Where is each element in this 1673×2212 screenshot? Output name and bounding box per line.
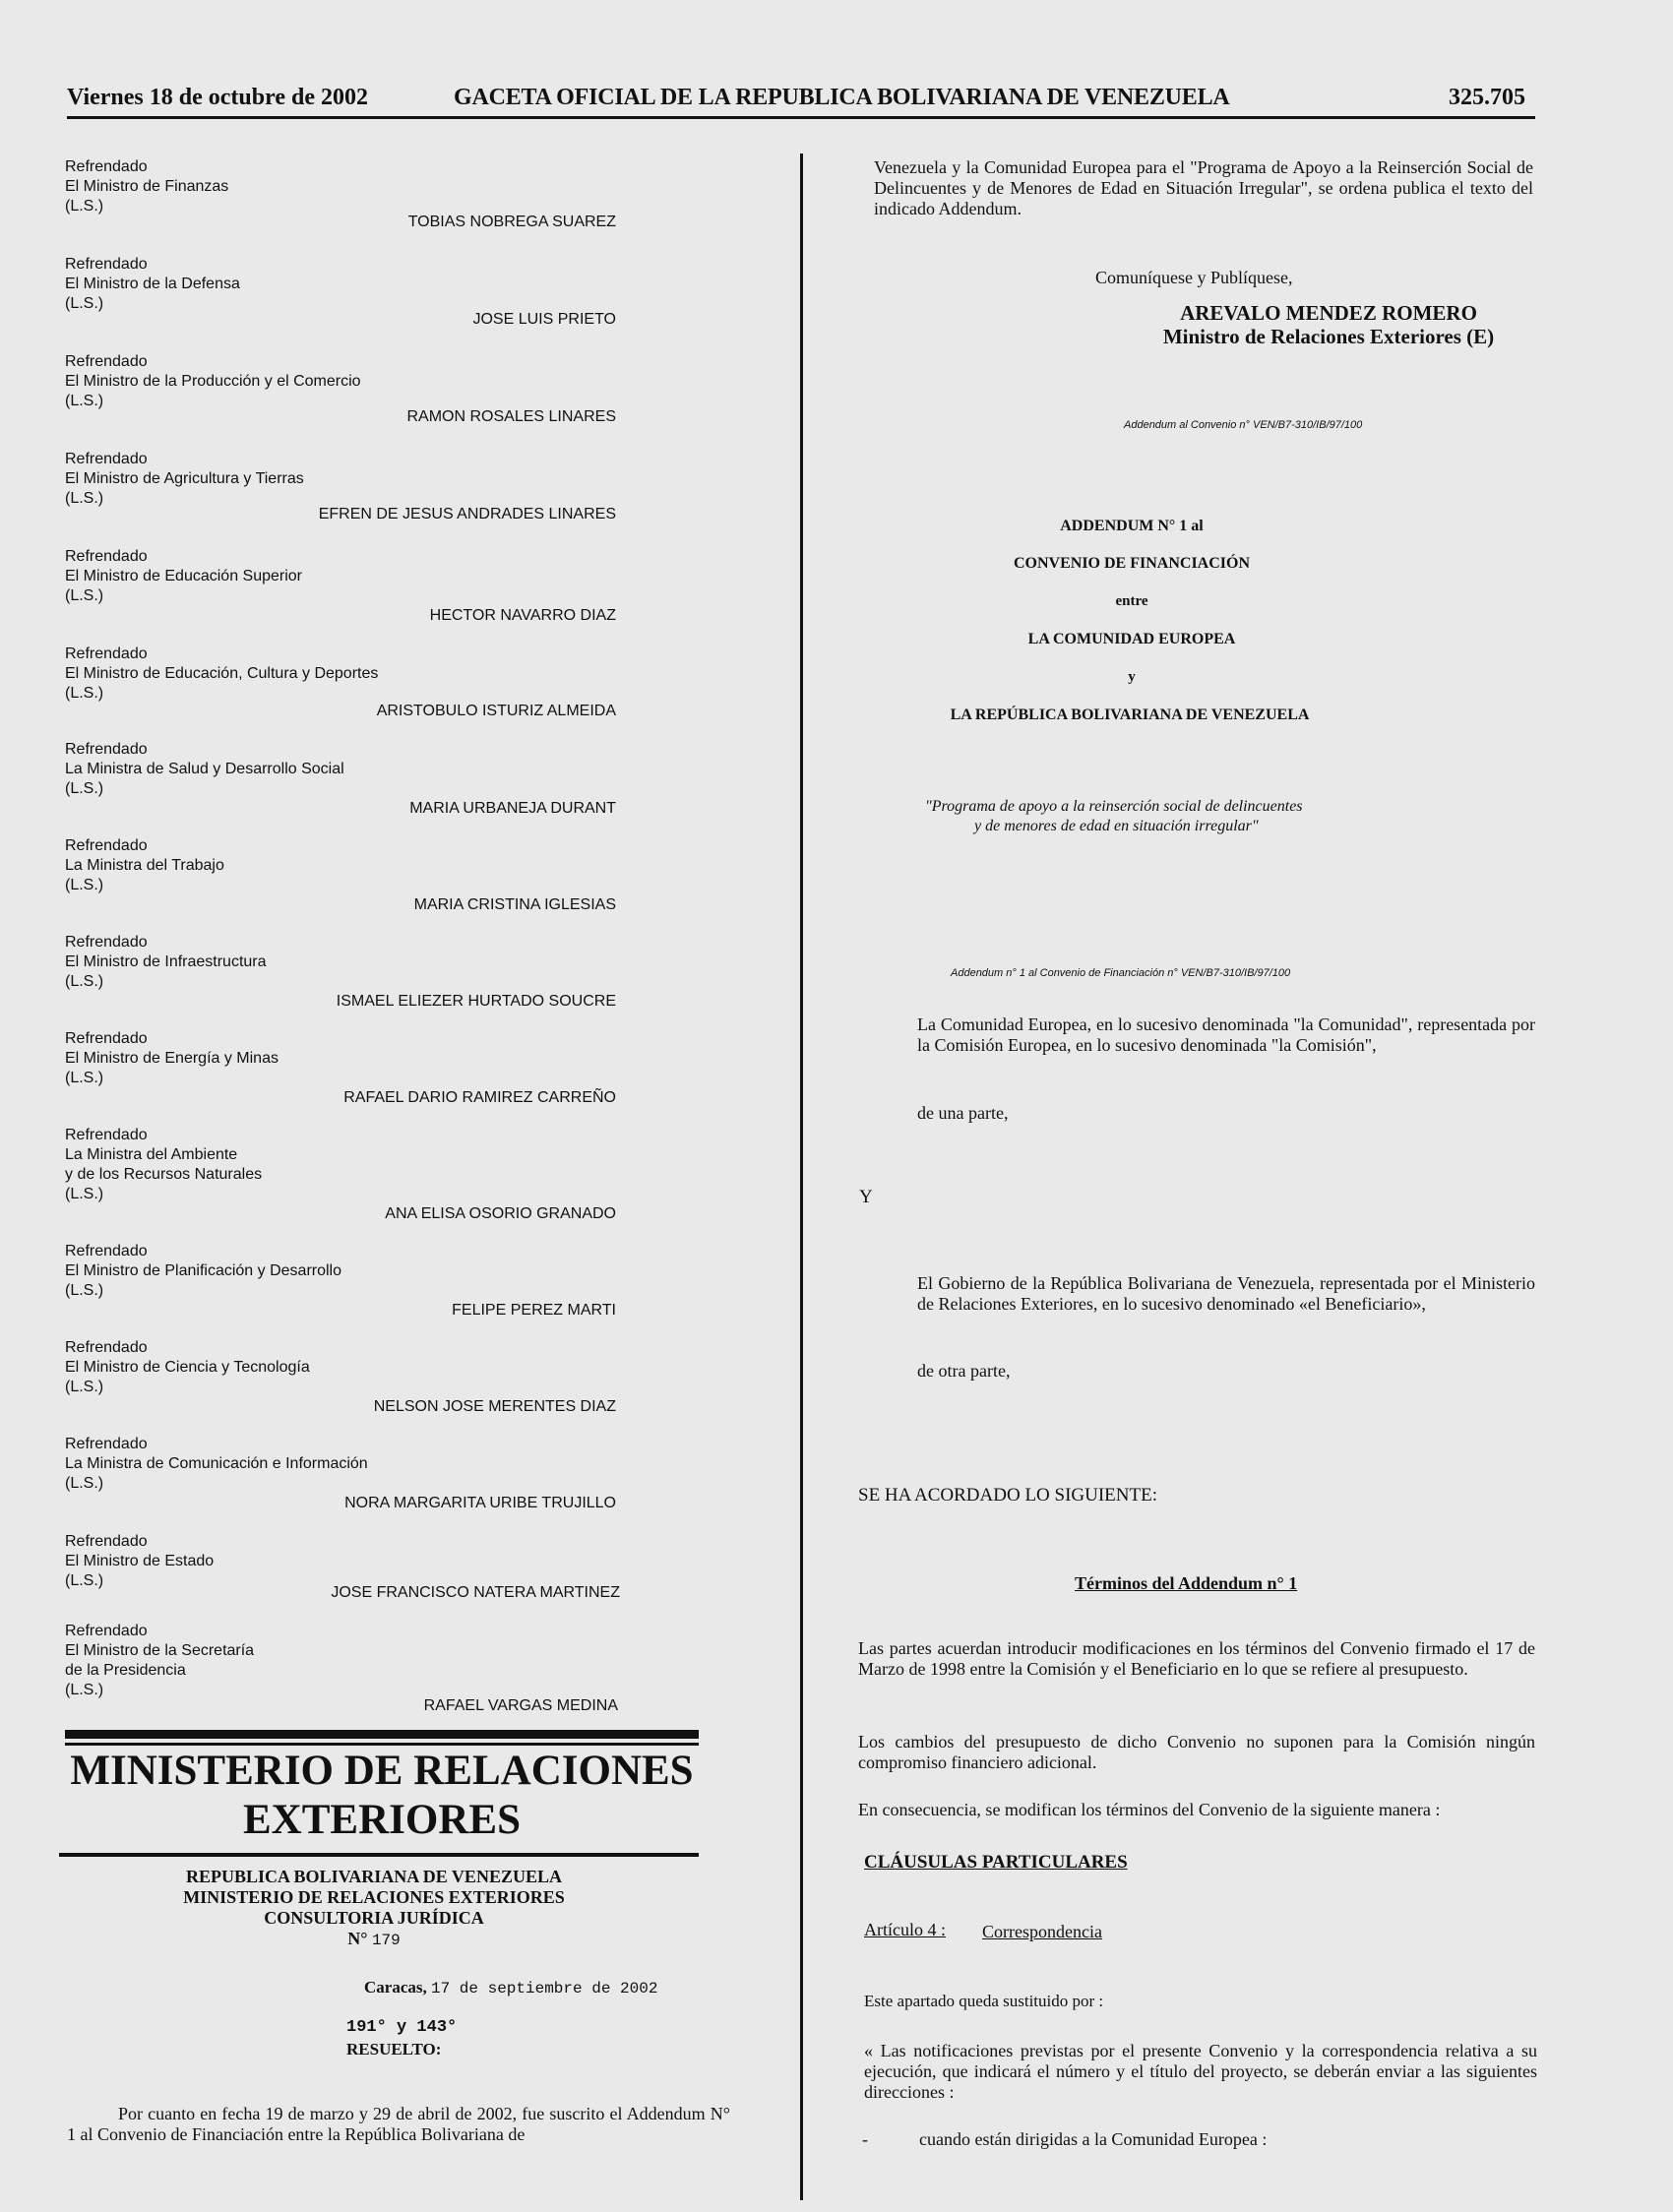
signature-block	[65, 1532, 620, 1601]
signature-office: La Ministra de Salud y Desarrollo Social	[65, 761, 344, 777]
resuelto: RESUELTO:	[346, 2040, 442, 2058]
signature-label: Refrendado	[65, 158, 148, 175]
signature-block	[65, 933, 616, 1010]
signature-seal: (L.S.)	[65, 1282, 104, 1299]
signature-label: Refrendado	[65, 1339, 148, 1356]
signature-seal: (L.S.)	[65, 877, 104, 893]
signature-block	[65, 645, 616, 719]
de-otra-parte: de otra parte,	[917, 1361, 1011, 1381]
signature-name: ANA ELISA OSORIO GRANADO	[385, 1205, 616, 1222]
addendum-reference: Addendum al Convenio n° VEN/B7-310/IB/97/100	[1124, 419, 1363, 431]
list-dash: -	[862, 2129, 868, 2149]
title-line-3: entre	[1115, 593, 1148, 609]
signature-seal: (L.S.)	[65, 1379, 104, 1395]
resolution-number: N° 179	[347, 1929, 401, 1949]
articulo-label: Artículo 4 :	[864, 1920, 946, 1939]
signature-seal: (L.S.)	[65, 393, 104, 409]
heading-rule-thin	[65, 1743, 699, 1746]
signature-office: El Ministro de Energía y Minas	[65, 1050, 279, 1067]
clausulas-heading: CLÁUSULAS PARTICULARES	[864, 1852, 1128, 1873]
signature-block	[65, 1622, 618, 1714]
paragraph-4: « Las notificaciones previstas por el presente Convenio y la correspondencia relativa a su ejecución, que indicará el número y el título del proyecto, se deberán enviar a las siguientes direcciones :	[864, 2041, 1537, 2102]
signature-seal: (L.S.)	[65, 685, 104, 702]
consultoria: CONSULTORIA JURÍDICA	[264, 1908, 484, 1928]
signature-block	[65, 547, 616, 624]
signature-name: HECTOR NAVARRO DIAZ	[429, 607, 616, 624]
signature-name: JOSE FRANCISCO NATERA MARTINEZ	[331, 1584, 620, 1601]
signature-office: La Ministra del Ambiente	[65, 1146, 238, 1163]
signature-seal: (L.S.)	[65, 1070, 104, 1086]
signature-office: El Ministro de Agricultura y Tierras	[65, 470, 304, 487]
signature-office: La Ministra de Comunicación e Información	[65, 1455, 368, 1472]
signature-label: Refrendado	[65, 1533, 148, 1550]
signature-label: Refrendado	[65, 1127, 148, 1143]
signature-seal: (L.S.)	[65, 198, 104, 215]
signer-title: Ministro de Relaciones Exteriores (E)	[1162, 325, 1495, 348]
signature-label: Refrendado	[65, 256, 148, 273]
place: Caracas,	[364, 1978, 427, 1997]
signature-label: Refrendado	[65, 548, 148, 565]
years-block	[346, 2017, 457, 2060]
ministry-heading	[59, 1747, 705, 1845]
intro-paragraph: Venezuela y la Comunidad Europea para el "Programa de Apoyo a la Reinserción Social de Delincuentes y de Menores de Edad en Situación Irregular", se ordena publica el texto del indicado Addendum.	[874, 157, 1533, 218]
signature-block	[65, 255, 616, 328]
signature-office: de la Presidencia	[65, 1662, 186, 1679]
title-line-6: LA REPÚBLICA BOLIVARIANA DE VENEZUELA	[950, 707, 1310, 723]
signature-seal: (L.S.)	[65, 973, 104, 990]
signature-office: y de los Recursos Naturales	[65, 1166, 263, 1183]
signature-label: Refrendado	[65, 1623, 148, 1639]
signature-seal: (L.S.)	[65, 295, 104, 312]
signature-block	[65, 157, 616, 230]
signature-block	[65, 352, 616, 425]
signature-block	[65, 1029, 616, 1106]
signature-label: Refrendado	[65, 837, 148, 854]
signature-name: MARIA URBANEJA DURANT	[409, 800, 616, 817]
signature-name: NELSON JOSE MERENTES DIAZ	[373, 1398, 616, 1415]
signature-seal: (L.S.)	[65, 780, 104, 797]
column-divider	[800, 154, 803, 2200]
signature-name: RAFAEL VARGAS MEDINA	[423, 1697, 618, 1714]
ministry-name: MINISTERIO DE RELACIONES EXTERIORES	[183, 1887, 565, 1907]
ministry-heading-line-1: MINISTERIO DE RELACIONES	[70, 1748, 694, 1794]
page-number: 325.705	[1449, 85, 1525, 110]
signature-office: El Ministro de Planificación y Desarrollo	[65, 1262, 341, 1279]
sustituido: Este apartado queda sustituido por :	[864, 1992, 1104, 2010]
signature-block	[65, 1435, 616, 1511]
signature-name: MARIA CRISTINA IGLESIAS	[413, 896, 616, 913]
signer-name: AREVALO MENDEZ ROMERO	[1180, 301, 1477, 325]
paragraph-2: Los cambios del presupuesto de dicho Convenio no suponen para la Comisión ningún compromiso financiero adicional.	[858, 1732, 1535, 1772]
signature-office: El Ministro de Educación Superior	[65, 568, 303, 584]
title-line-1: ADDENDUM N° 1 al	[1060, 518, 1204, 534]
signature-office: El Ministro de la Defensa	[65, 276, 240, 292]
signer	[1132, 301, 1525, 348]
cuando-line: cuando están dirigidas a la Comunidad Europea :	[919, 2129, 1268, 2149]
correspondencia: Correspondencia	[982, 1922, 1102, 1941]
place-date	[364, 1978, 657, 1997]
party-2: El Gobierno de la República Bolivariana de Venezuela, representada por el Ministerio de Relaciones Exteriores, en lo sucesivo denominado «el Beneficiario»,	[917, 1273, 1535, 1314]
republic-name: REPUBLICA BOLIVARIANA DE VENEZUELA	[186, 1867, 562, 1886]
signature-name: RAMON ROSALES LINARES	[406, 408, 616, 425]
signature-office: El Ministro de la Producción y el Comercio	[65, 373, 361, 390]
date: 17 de septiembre de 2002	[430, 1980, 658, 1997]
ministry-heading-line-2: EXTERIORES	[243, 1797, 521, 1843]
de-una-parte: de una parte,	[917, 1103, 1009, 1123]
signature-name: NORA MARGARITA URIBE TRUJILLO	[344, 1495, 616, 1511]
resolution-header	[148, 1867, 600, 1951]
signature-name: ARISTOBULO ISTURIZ ALMEIDA	[376, 703, 616, 719]
signature-label: Refrendado	[65, 451, 148, 467]
signature-office: El Ministro de Estado	[65, 1553, 215, 1569]
signature-block	[65, 740, 616, 817]
title-line-4: LA COMUNIDAD EUROPEA	[1027, 631, 1236, 647]
signature-block	[65, 836, 616, 913]
program-title-1: "Programa de apoyo a la reinserción social de delincuentes	[925, 798, 1303, 815]
signature-office: El Ministro de Finanzas	[65, 178, 229, 195]
signature-name: FELIPE PEREZ MARTI	[452, 1302, 616, 1319]
signature-block	[65, 1242, 616, 1319]
signature-office: El Ministro de Ciencia y Tecnología	[65, 1359, 310, 1376]
signature-name: TOBIAS NOBREGA SUAREZ	[407, 214, 616, 230]
acordado: SE HA ACORDADO LO SIGUIENTE:	[858, 1485, 1157, 1505]
signature-block	[65, 450, 616, 522]
heading-rule-thick	[65, 1730, 699, 1739]
signature-label: Refrendado	[65, 934, 148, 951]
signature-seal: (L.S.)	[65, 490, 104, 507]
title-line-2: CONVENIO DE FINANCIACIÓN	[1013, 555, 1250, 572]
gazette-title: GACETA OFICIAL DE LA REPUBLICA BOLIVARIANA DE VENEZUELA	[454, 85, 1230, 110]
header-date: Viernes 18 de octubre de 2002	[67, 85, 368, 110]
addendum-reference-2: Addendum n° 1 al Convenio de Financiación n° VEN/B7-310/IB/97/100	[951, 967, 1291, 979]
signature-name: JOSE LUIS PRIETO	[472, 311, 616, 328]
signature-label: Refrendado	[65, 1030, 148, 1047]
signature-office: La Ministra del Trabajo	[65, 857, 224, 874]
signature-name: ISMAEL ELIEZER HURTADO SOUCRE	[336, 993, 616, 1010]
page-header	[67, 85, 1535, 119]
program-title-2: y de menores de edad en situación irregular"	[974, 818, 1259, 834]
signature-seal: (L.S.)	[65, 1186, 104, 1202]
signature-name: EFREN DE JESUS ANDRADES LINARES	[318, 506, 616, 522]
signature-label: Refrendado	[65, 1436, 148, 1452]
signature-seal: (L.S.)	[65, 1475, 104, 1492]
signature-seal: (L.S.)	[65, 1572, 104, 1589]
signature-block	[65, 1126, 616, 1222]
y-separator: Y	[859, 1187, 873, 1207]
signature-label: Refrendado	[65, 353, 148, 370]
signature-label: Refrendado	[65, 1243, 148, 1260]
signature-block	[65, 1338, 616, 1415]
party-1: La Comunidad Europea, en lo sucesivo denominada "la Comunidad", representada por la Comisión Europea, en lo sucesivo denominada "la Comisión",	[917, 1014, 1535, 1055]
signature-office: El Ministro de la Secretaría	[65, 1642, 255, 1659]
years: 191° y 143°	[346, 2018, 458, 2037]
signature-seal: (L.S.)	[65, 587, 104, 604]
signature-label: Refrendado	[65, 645, 148, 662]
signature-office: El Ministro de Infraestructura	[65, 953, 267, 970]
signature-office: El Ministro de Educación, Cultura y Deportes	[65, 665, 379, 682]
signature-label: Refrendado	[65, 741, 148, 758]
title-line-5: y	[1128, 669, 1136, 685]
paragraph-3: En consecuencia, se modifican los términos del Convenio de la siguiente manera :	[858, 1800, 1441, 1819]
signature-seal: (L.S.)	[65, 1682, 104, 1698]
comuniquese: Comuníquese y Publíquese,	[1095, 268, 1293, 287]
signature-name: RAFAEL DARIO RAMIREZ CARREÑO	[343, 1089, 616, 1106]
resolution-paragraph: Por cuanto en fecha 19 de marzo y 29 de abril de 2002, fue suscrito el Addendum N° 1 al Convenio de Financiación entre la República Bolivariana de	[67, 2104, 730, 2144]
heading-rule-bottom	[59, 1853, 699, 1857]
paragraph-1: Las partes acuerdan introducir modificaciones en los términos del Convenio firmado el 17 de Marzo de 1998 entre la Comisión y el Beneficiario en lo que se refiere al presupuesto.	[858, 1638, 1535, 1679]
terminos-heading: Términos del Addendum n° 1	[1075, 1573, 1298, 1593]
